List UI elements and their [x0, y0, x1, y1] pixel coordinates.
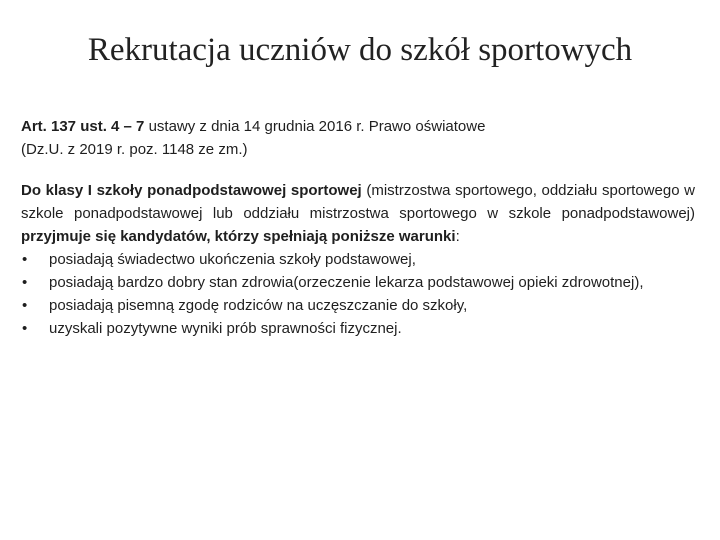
list-item [21, 248, 695, 271]
list-item [21, 294, 695, 317]
bullet-icon: • [22, 274, 28, 291]
list-item-text: posiadają pisemną zgodę rodziców na uczęszczanie do szkoły, [49, 297, 468, 314]
bullet-icon: • [22, 320, 28, 337]
legal-reference-journal: (Dz.U. z 2019 r. poz. 1148 ze zm.) [21, 141, 248, 158]
list-item-text: posiadają świadectwo ukończenia szkoły podstawowej, [49, 251, 416, 268]
admission-intro-colon: : [455, 228, 460, 245]
admission-intro-lead: Do klasy I szkoły ponadpodstawowej sportowej [21, 182, 362, 199]
legal-reference [21, 115, 695, 161]
admission-intro-details: (mistrzostwa sportowego, oddziału sportowego w szkole ponadpodstawowej lub oddziału mistrzostwa sportowego w szkole ponadpodstawowej) [21, 182, 696, 222]
slide-title: Rekrutacja uczniów do szkół sportowych [87, 32, 633, 68]
list-item [21, 317, 695, 340]
admission-intro [21, 179, 695, 248]
conditions-list [21, 248, 695, 340]
legal-reference-article: Art. 137 ust. 4 – 7 [21, 118, 145, 135]
bullet-icon: • [22, 297, 28, 314]
legal-reference-act: ustawy z dnia 14 grudnia 2016 r. Prawo oświatowe [144, 118, 486, 135]
admission-rules [21, 179, 695, 340]
bullet-icon: • [22, 251, 28, 268]
list-item [21, 271, 695, 294]
list-item-text: uzyskali pozytywne wyniki prób sprawności fizycznej. [49, 320, 402, 337]
list-item-text: posiadają bardzo dobry stan zdrowia(orzeczenie lekarza podstawowej opieki zdrowotnej), [49, 274, 644, 291]
admission-intro-conclusion: przyjmuje się kandydatów, którzy spełniają poniższe warunki [21, 228, 456, 245]
slide-content [21, 115, 695, 340]
